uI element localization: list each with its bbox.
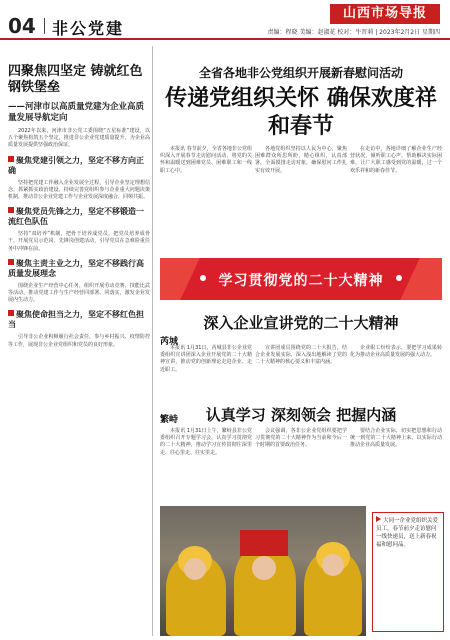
- left-section-heading: 聚焦党员先锋之力，坚定不移锻造一流红色队伍: [8, 207, 144, 227]
- left-article-title: 四聚焦四坚定 铸就红色钢铁堡垒: [8, 64, 143, 95]
- header-divider: [44, 18, 45, 34]
- main-column-text: 本报讯 春节前夕，全省各地非公党组织深入开展春节走访慰问活动，将党的关怀和温暖送到困难党员、困难职工和一线职工心中。: [160, 146, 252, 174]
- story2-tag: 芮城: [160, 337, 179, 347]
- story3-title: 认真学习 深刻领会 把握内涵: [205, 406, 397, 424]
- square-bullet-icon: [8, 310, 14, 316]
- caption-arrow-icon: [376, 516, 381, 522]
- caption-text: 大同一企业党组织关爱员工，春节前夕走访慰问一线快递员，送上新春祝福和慰问品。: [376, 518, 439, 548]
- left-section-heading: 聚焦党建引领之力，坚定不移方向正确: [8, 155, 144, 175]
- square-bullet-icon: [8, 207, 14, 213]
- theme-banner: [160, 258, 442, 300]
- photo-flag: [240, 530, 288, 556]
- photo-face: [252, 556, 276, 580]
- story2-title: 深入企业宣讲党的二十大精神: [203, 314, 399, 332]
- left-column: [8, 46, 150, 349]
- left-article-subtitle: ——河津市以高质量党建为企业高质量发展导航定向: [8, 102, 145, 123]
- header-info: 责编：程晓 美编：赵淑花 校对：牛晋莉 | 2023年2月2日 星期四: [267, 29, 440, 36]
- story2-column-text: 宣讲团成员围绕党的二十大报告，结合企业发展实际，深入浅出地解读了党的二十大精神的核心要义和丰富内涵。: [255, 345, 347, 366]
- section-title: 非公党建: [52, 19, 125, 38]
- masthead-logo: 山西市场导报: [330, 4, 440, 24]
- story2-column-text: 企业职工纷纷表示，要把学习成果转化为推动企业高质量发展的强大动力。: [350, 345, 442, 359]
- story3-tag: 繁峙: [160, 415, 179, 425]
- left-section-text: 围绕企业生产经营中心任务，组织开展劳动竞赛、技能比武等活动，推动党建工作与生产经营同部署、同落实，激发企业发展内生动力。: [8, 282, 150, 304]
- left-section-text: 坚持把党建工作融入企业发展全过程，引导企业坚定理想信念，抓紧抓实政治建设，持续完善党组织参与企业重大问题决策机制，推动非公企业党建工作与企业发展深度融合，同频共振。: [8, 179, 150, 201]
- photo-face: [184, 558, 206, 580]
- page-number: 04: [8, 14, 36, 38]
- photo-caption: [372, 512, 444, 632]
- left-section-heading: 聚焦使命担当之力，坚定不移红色担当: [8, 310, 144, 330]
- story3-column-text: 本报讯 1月31日上午，繁峙县非公党委组织召开专题学习会，认真学习贯彻党的二十大精神，推动学习宣传贯彻往深里走、往心里走、往实里走。: [160, 428, 252, 456]
- story2-column-text: 本报讯 1月31日，芮城县非公企业党委组织宣讲团深入企业开展党的二十大精神宣讲，推动党的创新理论走进企业、走近职工。: [160, 345, 252, 373]
- main-kicker: 全省各地非公党组织开展新春慰问活动: [198, 66, 403, 80]
- main-headline: 传递党组织关怀 确保欢度祥和春节: [165, 85, 437, 139]
- left-article-intro: 2022年以来，河津市非公党工委围绕“五星标准”建设，以五个聚焦构筑五个坚定，推进非公企业党建质量提升，为企业高质量发展提供坚强政治保证。: [8, 128, 150, 149]
- main-column-text: 在走访中，各地详细了解企业生产经营状况，倾听职工心声，帮助解决实际困难，让广大职工感受到党的温暖，过一个欢乐祥和的新春佳节。: [350, 146, 442, 174]
- story3-column-text: 会议强调，各非公企业党组织要把学习贯彻党的二十大精神作为当前和今后一个时期的首要政治任务。: [255, 428, 347, 449]
- left-section-text: 引导非公企业积极履行社会责任，参与乡村振兴、疫情防控等工作，展现非公企业党组织和党员的良好形象。: [8, 334, 150, 348]
- photo-face: [322, 554, 344, 576]
- column-divider: [152, 46, 153, 636]
- page-header: [0, 0, 450, 40]
- left-section-text: 坚持“双培养”机制，把骨干培养成党员，把党员培养成骨干，开展党员示范岗、先锋岗创建活动，引导党员在急难险重任务中冲锋在前。: [8, 231, 150, 252]
- square-bullet-icon: [8, 259, 14, 265]
- news-photo: [160, 506, 366, 636]
- left-section-heading: 聚焦主责主业之力，坚定不移践行高质量发展理念: [8, 258, 144, 278]
- banner-text: 学习贯彻党的二十大精神: [218, 273, 384, 289]
- main-column-text: 各地党组织坚持以人民为中心，聚焦困难群众所思所盼，精心组织，认真部署，全面摸排走访对象，确保慰问工作扎实有效开展。: [255, 146, 347, 174]
- story3-column-text: 要结合企业实际，切实把思想和行动统一到党的二十大精神上来，以实际行动推动企业高质量发展。: [350, 428, 442, 449]
- square-bullet-icon: [8, 156, 14, 162]
